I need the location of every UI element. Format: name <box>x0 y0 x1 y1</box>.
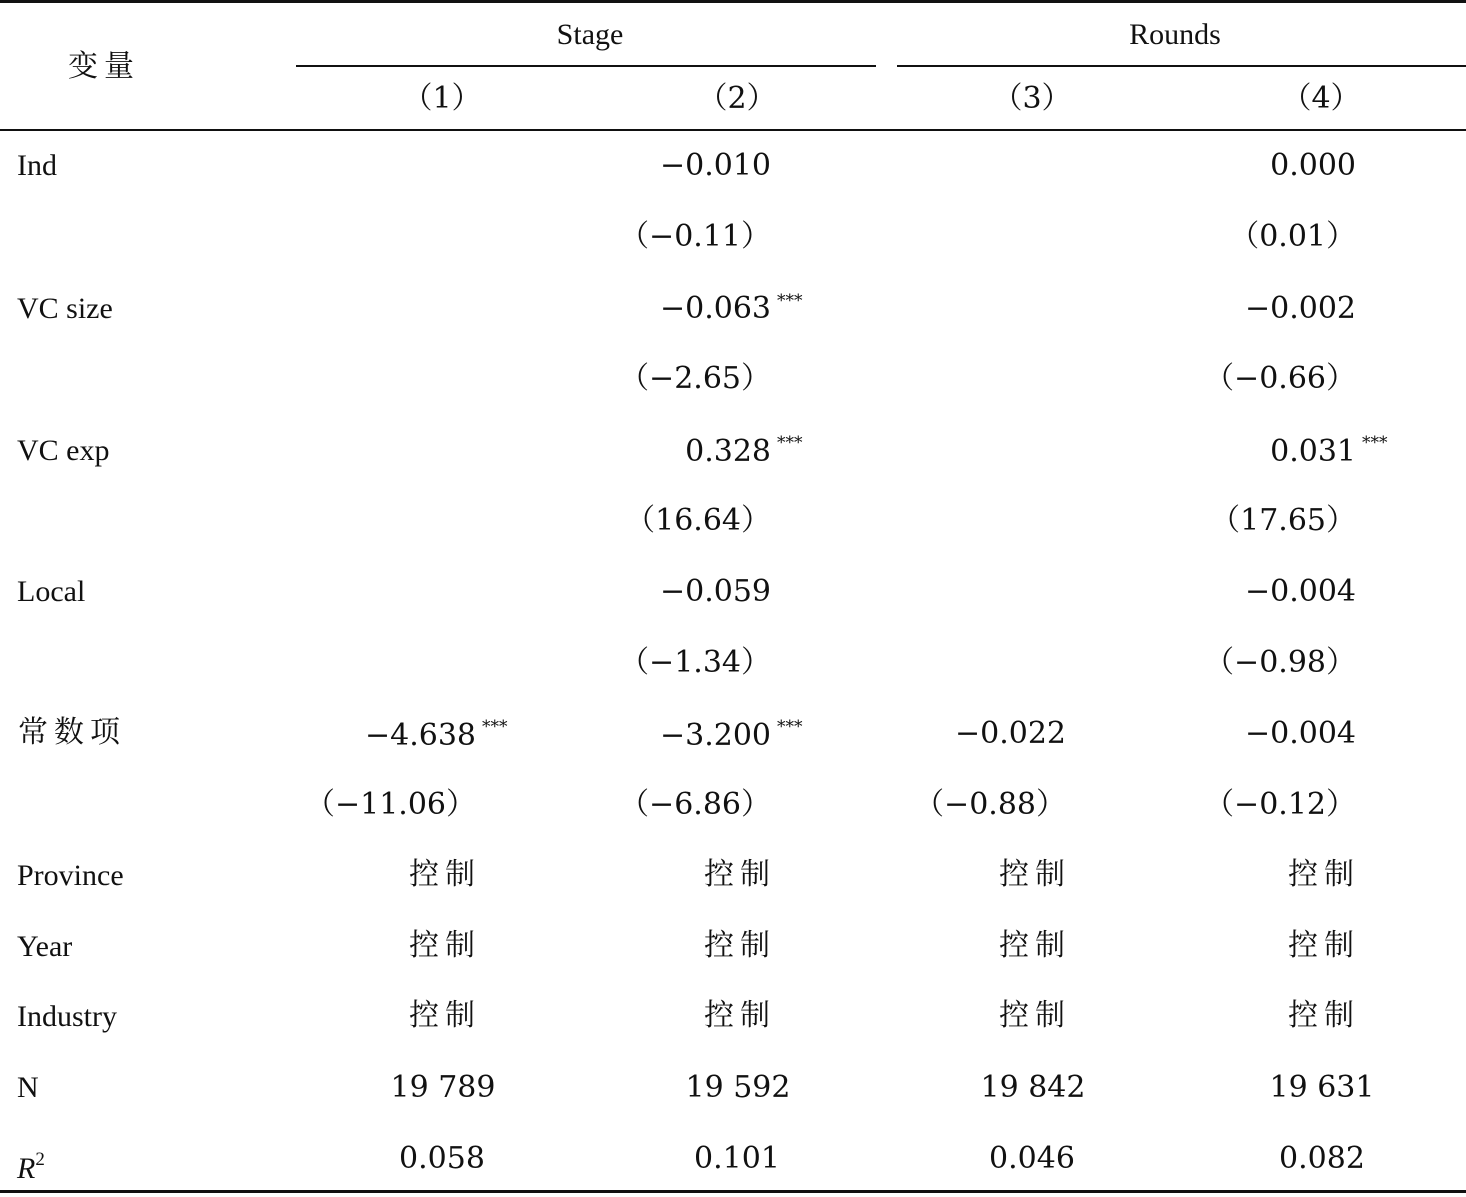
vc-exp-sig-col4: *** <box>1362 433 1388 453</box>
year-col2: 控制 <box>704 928 776 963</box>
ind-coef-col4: 0.000 <box>1270 148 1356 183</box>
vc-size-tstat-col4: （−0.66） <box>1204 361 1356 396</box>
province-col1: 控制 <box>409 857 481 892</box>
constant-tstat-col4: （−0.12） <box>1204 787 1356 822</box>
vc-exp-coef-col4: 0.031 <box>1270 434 1356 469</box>
vc-exp-coef-col2: 0.328 <box>685 434 771 469</box>
local-coef-col4: −0.004 <box>1244 574 1356 609</box>
n-col1: 19 789 <box>390 1070 496 1105</box>
ind-coef-col2: −0.010 <box>659 148 771 183</box>
vc-exp-tstat-col4: （17.65） <box>1210 503 1356 538</box>
header-col-4: （4） <box>1281 81 1361 116</box>
province-col2: 控制 <box>704 857 776 892</box>
vc-exp-tstat-col2: （16.64） <box>625 503 771 538</box>
vc-size-tstat-col2: （−2.65） <box>619 361 771 396</box>
constant-tstat-col1: （−11.06） <box>304 787 476 822</box>
row-label-n: N <box>17 1071 39 1104</box>
constant-tstat-col2: （−6.86） <box>619 787 771 822</box>
header-col-1: （1） <box>402 81 482 116</box>
row-label-local: Local <box>17 575 86 608</box>
row-label-industry: Industry <box>17 1000 117 1033</box>
local-tstat-col4: （−0.98） <box>1204 645 1356 680</box>
constant-coef-col2: −3.200 <box>659 718 771 753</box>
vc-size-sig-col2: *** <box>777 291 803 311</box>
vc-exp-sig-col2: *** <box>777 433 803 453</box>
vc-size-coef-col4: −0.002 <box>1244 291 1356 326</box>
ind-tstat-col2: （−0.11） <box>619 219 771 254</box>
r-squared-superscript: 2 <box>35 1149 45 1170</box>
local-tstat-col2: （−1.34） <box>619 645 771 680</box>
local-coef-col2: −0.059 <box>659 574 771 609</box>
header-rule <box>0 129 1466 131</box>
industry-col1: 控制 <box>409 998 481 1033</box>
rounds-group-rule <box>897 65 1466 67</box>
row-label-constant: 常数项 <box>18 715 126 750</box>
province-col3: 控制 <box>999 857 1071 892</box>
ind-tstat-col4: （0.01） <box>1229 219 1356 254</box>
stage-group-rule <box>296 65 876 67</box>
top-rule <box>0 0 1466 3</box>
n-col4: 19 631 <box>1269 1070 1375 1105</box>
header-variable-label: 变量 <box>68 49 140 84</box>
row-label-year: Year <box>17 930 73 963</box>
constant-tstat-col3: （−0.88） <box>914 787 1066 822</box>
constant-coef-col3: −0.022 <box>954 716 1066 751</box>
year-col3: 控制 <box>999 928 1071 963</box>
industry-col4: 控制 <box>1288 998 1360 1033</box>
industry-col2: 控制 <box>704 998 776 1033</box>
header-group-stage: Stage <box>556 18 624 51</box>
constant-sig-col1: *** <box>482 717 508 737</box>
row-label-ind: Ind <box>17 149 57 182</box>
bottom-rule <box>0 1190 1466 1193</box>
constant-coef-col4: −0.004 <box>1244 716 1356 751</box>
constant-coef-col1: −4.638 <box>364 718 476 753</box>
n-col3: 19 842 <box>980 1070 1086 1105</box>
r-squared-base: R <box>17 1152 36 1185</box>
year-col1: 控制 <box>409 928 481 963</box>
r2-col4: 0.082 <box>1279 1141 1365 1176</box>
header-group-rounds: Rounds <box>1129 18 1221 51</box>
province-col4: 控制 <box>1288 857 1360 892</box>
constant-sig-col2: *** <box>777 717 803 737</box>
row-label-vc-size: VC size <box>17 292 113 325</box>
row-label-r-squared <box>17 1140 45 1189</box>
row-label-vc-exp: VC exp <box>17 434 110 467</box>
vc-size-coef-col2: −0.063 <box>659 291 771 326</box>
r2-col1: 0.058 <box>399 1141 485 1176</box>
year-col4: 控制 <box>1288 928 1360 963</box>
r2-col2: 0.101 <box>694 1141 780 1176</box>
header-col-3: （3） <box>992 81 1072 116</box>
n-col2: 19 592 <box>685 1070 791 1105</box>
row-label-province: Province <box>17 859 124 892</box>
industry-col3: 控制 <box>999 998 1071 1033</box>
header-col-2: （2） <box>697 81 777 116</box>
r2-col3: 0.046 <box>989 1141 1075 1176</box>
